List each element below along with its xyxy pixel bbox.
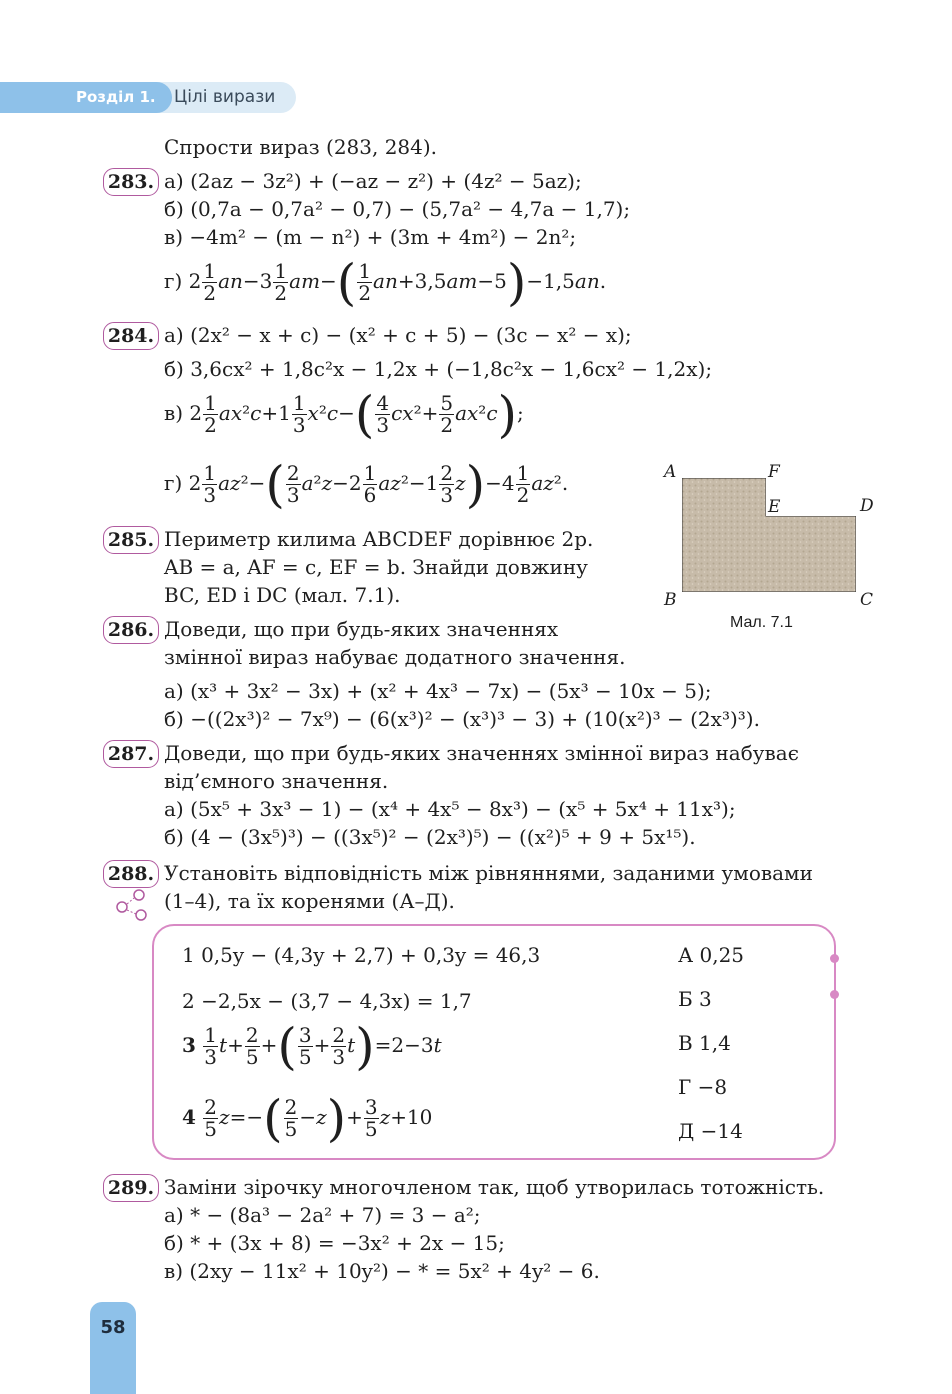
ex283-b: б) (0,7a − 0,7a² − 0,7) − (5,7a² − 4,7a − 1,7); <box>164 197 631 221</box>
ex284-c: в) 2 $\frac{1}{2}$ ax²c+1 $\frac{1}{3}$ x²c−( $\frac{4}{3}$ cx²+ $\frac{5}{2}$ ax²c); <box>164 385 524 444</box>
ex283-d-label: г) <box>164 269 183 293</box>
box-dot-top <box>830 954 839 963</box>
point-b-label: B <box>664 590 677 610</box>
ex286-line2: змінної вираз набуває додатного значення. <box>164 645 626 669</box>
equation-1: 1 0,5y − (4,3y + 2,7) + 0,3y = 46,3 <box>182 943 541 967</box>
ex284-b: б) 3,6cx² + 1,8c²x − 1,2x + (−1,8c²x − 1,6cx² − 1,2x); <box>164 357 713 381</box>
answer-a: А 0,25 <box>678 943 745 967</box>
equation-3-number: 3 <box>182 1033 196 1057</box>
ex284-d: г) 2 $\frac{1}{3}$ az²−( $\frac{2}{3}$ a²z−2 $\frac{1}{6}$ az²−1 $\frac{2}{3}$ z)−4 $\frac{1}{2}$ az². <box>164 455 569 514</box>
ex287-line2: від’ємного значення. <box>164 769 389 793</box>
ex285-line1: Периметр килима ABCDEF дорівнює 2p. <box>164 527 594 551</box>
exercise-number-289: 289. <box>103 1174 159 1202</box>
ex286-b: б) −((2x³)² − 7x⁹) − (6(x³)² − (x³)³ − 3) + (10(x²)³ − (2x³)³). <box>164 707 760 731</box>
ex287-a: а) (5x⁵ + 3x³ − 1) − (x⁴ + 4x⁵ − 8x³) − (x⁵ + 5x⁴ + 11x³); <box>164 797 736 821</box>
ex286-line1: Доведи, що при будь-яких значеннях <box>164 617 559 641</box>
ex286-a: а) (x³ + 3x² − 3x) + (x² + 4x³ − 7x) − (5x³ − 10x − 5); <box>164 679 712 703</box>
ex284-c-label: в) <box>164 401 184 425</box>
section-badge: Розділ 1. <box>0 82 172 113</box>
exercise-number-284: 284. <box>103 322 159 350</box>
point-c-label: C <box>860 590 874 610</box>
carpet-shape <box>682 478 856 592</box>
exercise-number-288: 288. <box>103 860 159 888</box>
exercise-number-283: 283. <box>103 168 159 196</box>
ex287-b: б) (4 − (3x⁵)³) − ((3x⁵)² − (2x³)⁵) − ((x²)⁵ + 9 + 5x¹⁵). <box>164 825 696 849</box>
answer-v: В 1,4 <box>678 1031 731 1055</box>
ex284-d-label: г) <box>164 471 183 495</box>
intro-text: Спрости вираз (283, 284). <box>164 135 438 159</box>
equation-2: 2 −2,5x − (3,7 − 4,3x) = 1,7 <box>182 989 472 1013</box>
section-title: Цілі вирази <box>150 82 296 113</box>
point-d-label: D <box>860 496 874 516</box>
ex288-line2: (1–4), та їх коренями (А–Д). <box>164 889 455 913</box>
point-e-label: E <box>768 497 781 517</box>
exercise-number-285: 285. <box>103 526 159 554</box>
ex289-line1: Заміни зірочку многочленом так, щоб утворилась тотожність. <box>164 1175 825 1199</box>
answer-b: Б 3 <box>678 987 712 1011</box>
point-f-label: F <box>768 462 780 482</box>
equation-3: 3 $\frac{1}{3}$ t+ $\frac{2}{5}$ +( $\frac{3}{5}$ + $\frac{2}{3}$ t)=2−3t <box>182 1017 442 1076</box>
ex289-b: б) * + (3x + 8) = −3x² + 2x − 15; <box>164 1231 505 1255</box>
exercise-number-287: 287. <box>103 740 159 768</box>
answer-g: Г −8 <box>678 1075 728 1099</box>
ex283-c: в) −4m² − (m − n²) + (3m + 4m²) − 2n²; <box>164 225 577 249</box>
ex285-line3: BC, ED і DC (мал. 7.1). <box>164 583 401 607</box>
ex289-a: а) * − (8a³ − 2a² + 7) = 3 − a²; <box>164 1203 481 1227</box>
answer-d: Д −14 <box>678 1119 743 1143</box>
equation-4: 4 $\frac{2}{5}$ z=−( $\frac{2}{5}$ −z)+ $\frac{3}{5}$ z+10 <box>182 1089 433 1148</box>
ex287-line1: Доведи, що при будь-яких значеннях змінної вираз набуває <box>164 741 799 765</box>
point-a-label: A <box>664 462 677 482</box>
carpet-figure <box>682 478 856 592</box>
exercise-number-286: 286. <box>103 616 159 644</box>
ex283-a: а) (2az − 3z²) + (−az − z²) + (4z² − 5az); <box>164 169 582 193</box>
group-work-icon <box>113 888 151 924</box>
ex284-a: а) (2x² − x + c) − (x² + c + 5) − (3c − x² − x); <box>164 323 632 347</box>
equation-4-number: 4 <box>182 1105 196 1129</box>
box-dot-bottom <box>830 990 839 999</box>
page-number: 58 <box>90 1302 136 1394</box>
ex288-line1: Установіть відповідність між рівняннями, заданими умовами <box>164 861 813 885</box>
figure-caption: Мал. 7.1 <box>730 614 793 631</box>
ex283-d: г) 2 $\frac{1}{2}$ an−3 $\frac{1}{2}$ am−( $\frac{1}{2}$ an+3,5am−5)−1,5an. <box>164 253 607 312</box>
ex289-c: в) (2xy − 11x² + 10y²) − * = 5x² + 4y² − 6. <box>164 1259 600 1283</box>
ex285-line2: AB = a, AF = c, EF = b. Знайди довжину <box>164 555 588 579</box>
